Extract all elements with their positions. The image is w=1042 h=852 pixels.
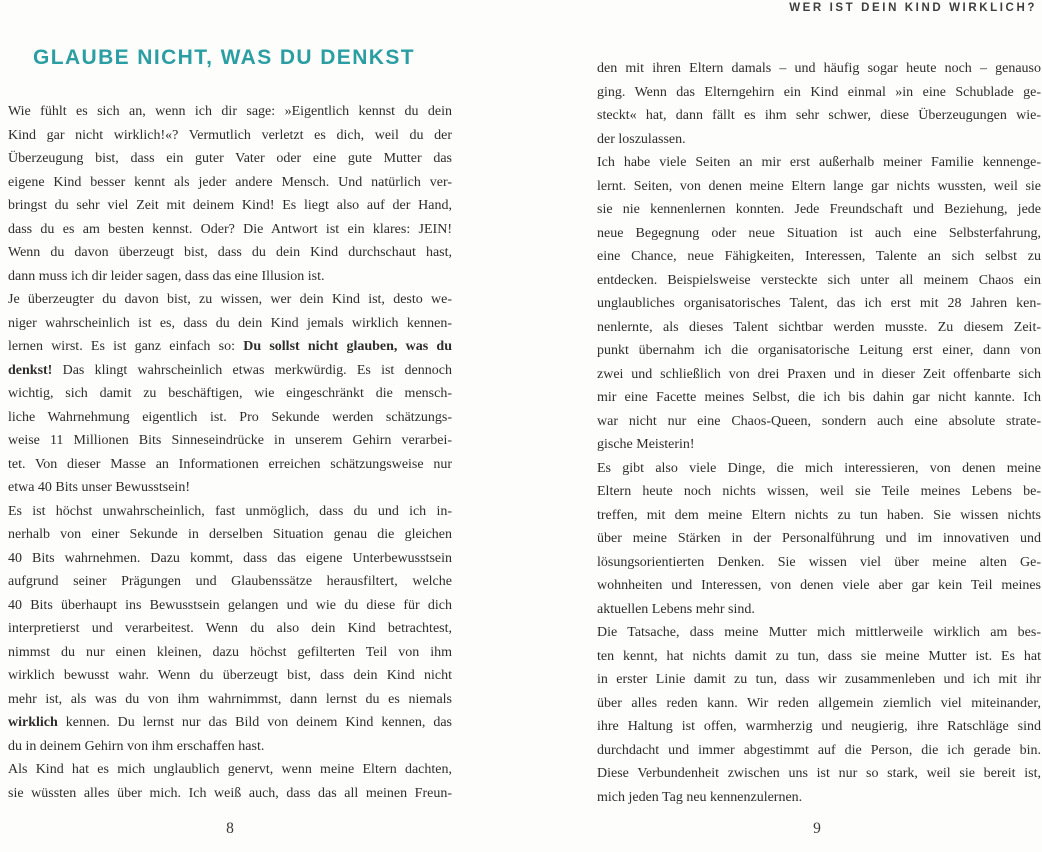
text-line: du in deinem Gehirn von ihm erschaffen hast.	[8, 738, 265, 754]
text-line: in erster Linie damit zu tun, dass wir zusammenleben und ich mit ihr	[597, 672, 1041, 687]
text-line: der loszulassen.	[597, 131, 686, 147]
page-number-right: 9	[813, 820, 821, 837]
text-line: unglaubliches organisatorisches Talent, das ich erst mit 28 Jahren ken-	[597, 296, 1041, 311]
text-line: Diese Verbundenheit zwischen uns ist nur so stark, weil sie bereit ist,	[597, 766, 1041, 781]
page-number-left: 8	[226, 820, 234, 837]
text-line: liche Wahrnehmung eigentlich ist. Pro Sekunde werden schätzungs-	[8, 409, 452, 425]
text-line: Die Tatsache, dass meine Mutter mich mittlerweile wirklich am bes-	[597, 625, 1041, 640]
text-line: wichtig, sich damit zu beschäftigen, wie eingeschränkt die mensch-	[8, 386, 452, 401]
text-line: dass du es am besten kennst. Oder? Die Antwort ist ein klares: JEIN!	[8, 221, 452, 237]
text-line: niger wahrscheinlich ist es, dass du dein Kind jemals wirklich kennen-	[8, 315, 452, 331]
text-line: Eltern heute noch nichts wissen, weil sie Teile meines Lebens be-	[597, 484, 1041, 499]
text-line: Kind gar nicht wirklich!«? Vermutlich verletzt es dich, weil du der	[8, 127, 452, 143]
text-line: ging. Wenn das Elterngehirn ein Kind einmal »in eine Schublade ge-	[597, 84, 1041, 100]
text-line: gische Meisterin!	[597, 437, 695, 452]
text-line: lernt. Seiten, von denen meine Eltern lange gar nichts wussten, weil sie	[597, 178, 1041, 194]
body-paragraph	[8, 100, 452, 288]
body-paragraph	[8, 758, 452, 805]
text-line: wohnheiten und Interessen, von denen viele aber gar kein Teil meines	[597, 578, 1041, 593]
page-left-body	[8, 100, 452, 805]
text-line: 40 Bits wahrnehmen. Dazu kommt, dass das eigene Unterbewusstsein	[8, 550, 452, 566]
body-paragraph	[597, 57, 1041, 151]
text-line: tet. Von dieser Masse an Informationen erreichen schätzungsweise nur	[8, 456, 452, 472]
text-line: sie nie kennenlernen konnten. Jede Freundschaft und Beziehung, jede	[597, 202, 1041, 217]
body-paragraph	[8, 288, 452, 500]
text-line: etwa 40 Bits unser Bewusstsein!	[8, 480, 190, 495]
text-line: Je überzeugter du davon bist, zu wissen, wer dein Kind ist, desto we-	[8, 292, 452, 307]
body-paragraph	[597, 151, 1041, 457]
text-line: nenlernte, als dieses Talent sichtbar werden musste. Zu diesem Zeit-	[597, 319, 1041, 335]
text-line: über alles reden kann. Wir reden allgemein ziemlich viel miteinander,	[597, 695, 1041, 711]
text-line: neue Begegnung oder neue Situation ist auch eine Selbsterfahrung,	[597, 225, 1041, 241]
text-line: war nicht nur eine Chaos-Queen, sondern auch eine absolute strate-	[597, 413, 1041, 429]
text-line: Wenn du davon überzeugt bist, dass du dein Kind durchschaut hast,	[8, 245, 452, 260]
text-line: mich jeden Tag neu kennenzulernen.	[597, 789, 803, 805]
text-line: mehr ist, als was du von ihm wahrnimmst, dann lernst du es niemals	[8, 691, 452, 707]
text-line: wirklich bewusst wahr. Wenn du überzeugt bist, dass dein Kind nicht	[8, 668, 452, 683]
text-line: Es ist höchst unwahrscheinlich, fast unmöglich, dass du und ich in-	[8, 503, 452, 519]
text-line: Es gibt also viele Dinge, die mich interessieren, von denen meine	[597, 460, 1041, 476]
body-paragraph	[597, 621, 1041, 809]
text-line: sie wüssten alles über mich. Ich weiß auch, dass das all meinen Freun-	[8, 785, 452, 801]
text-line: Überzeugung bist, dass ein guter Vater oder eine gute Mutter das	[8, 151, 452, 166]
text-line: ihre Haltung ist offen, warmherzig und neugierig, ihre Ratschläge sind	[597, 719, 1041, 734]
running-header: WER IST DEIN KIND WIRKLICH?	[789, 2, 1037, 14]
text-line: den mit ihren Eltern damals – und häufig sogar heute noch – genauso	[597, 61, 1041, 76]
page-right-body	[597, 57, 1041, 809]
text-line: eigene Kind besser kennt als jeder andere Mensch. Und natürlich ver-	[8, 174, 452, 190]
text-line: durchdacht und immer abgestimmt auf die Person, die ich gerade bin.	[597, 742, 1041, 758]
text-line: wirklich kennen. Du lernst nur das Bild von deinem Kind kennen, das	[8, 715, 452, 730]
body-paragraph	[8, 500, 452, 759]
text-line: Als Kind hat es mich unglaublich genervt, wenn meine Eltern dachten,	[8, 762, 452, 777]
text-line: Wie fühlt es sich an, wenn ich dir sage: »Eigentlich kennst du dein	[8, 104, 452, 119]
text-line: über meine Stärken in der Personalführung und im innovativen und	[597, 531, 1041, 546]
text-line: aktuellen Lebens mehr sind.	[597, 601, 755, 617]
text-line: ten kennt, hat nichts damit zu tun, dass sie meine Mutter ist. Es hat	[597, 648, 1041, 664]
text-line: weise 11 Millionen Bits Sinneseindrücke in unserem Gehirn verarbei-	[8, 433, 452, 448]
text-line: nimmst du nur einen kleinen, dazu höchst gefilterten Teil von ihm	[8, 644, 452, 660]
body-paragraph	[597, 457, 1041, 622]
text-line: denkst! Das klingt wahrscheinlich etwas merkwürdig. Es ist dennoch	[8, 362, 452, 378]
text-line: aufgrund seiner Prägungen und Glaubenssätze herausfiltert, welche	[8, 574, 452, 589]
text-line: steckt« hat, dann fällt es ihm sehr schwer, diese Überzeugungen wie-	[597, 108, 1041, 123]
text-line: bringst du sehr viel Zeit mit deinem Kind! Es liegt also auf der Hand,	[8, 198, 452, 213]
text-line: zwei und schließlich von drei Praxen und in dieser Zeit offenbarte sich	[597, 366, 1041, 382]
text-line: lösungsorientierten Denken. Sie wissen viel über meine alten Ge-	[597, 554, 1041, 570]
text-line: nerhalb von einer Sekunde in derselben Situation genau die gleichen	[8, 527, 452, 542]
text-line: 40 Bits überhaupt ins Bewusstsein gelangen und wie du diese für dich	[8, 597, 452, 613]
text-line: Ich habe viele Seiten an mir erst außerhalb meiner Familie kennenge-	[597, 155, 1041, 170]
text-line: eine Chance, neue Fähigkeiten, Interessen, Talente an sich selbst zu	[597, 249, 1041, 264]
text-line: treffen, mit dem meine Eltern nichts zu tun haben. Sie wissen nichts	[597, 507, 1041, 523]
text-line: lernen wirst. Es ist ganz einfach so: Du sollst nicht glauben, was du	[8, 339, 452, 354]
text-line: entdecken. Beispielsweise versteckte sich unter all meinem Chaos ein	[597, 272, 1041, 288]
chapter-heading: GLAUBE NICHT, WAS DU DENKST	[33, 46, 415, 69]
text-line: interpretierst und verarbeitest. Wenn du also dein Kind betrachtest,	[8, 621, 452, 636]
text-line: dann muss ich dir leider sagen, dass das eine Illusion ist.	[8, 268, 325, 284]
text-line: punkt übernahm ich die organisatorische Leitung erst einer, dann von	[597, 343, 1041, 358]
text-line: mir eine Facette meines Selbst, die ich bis dahin gar nicht kannte. Ich	[597, 390, 1041, 405]
